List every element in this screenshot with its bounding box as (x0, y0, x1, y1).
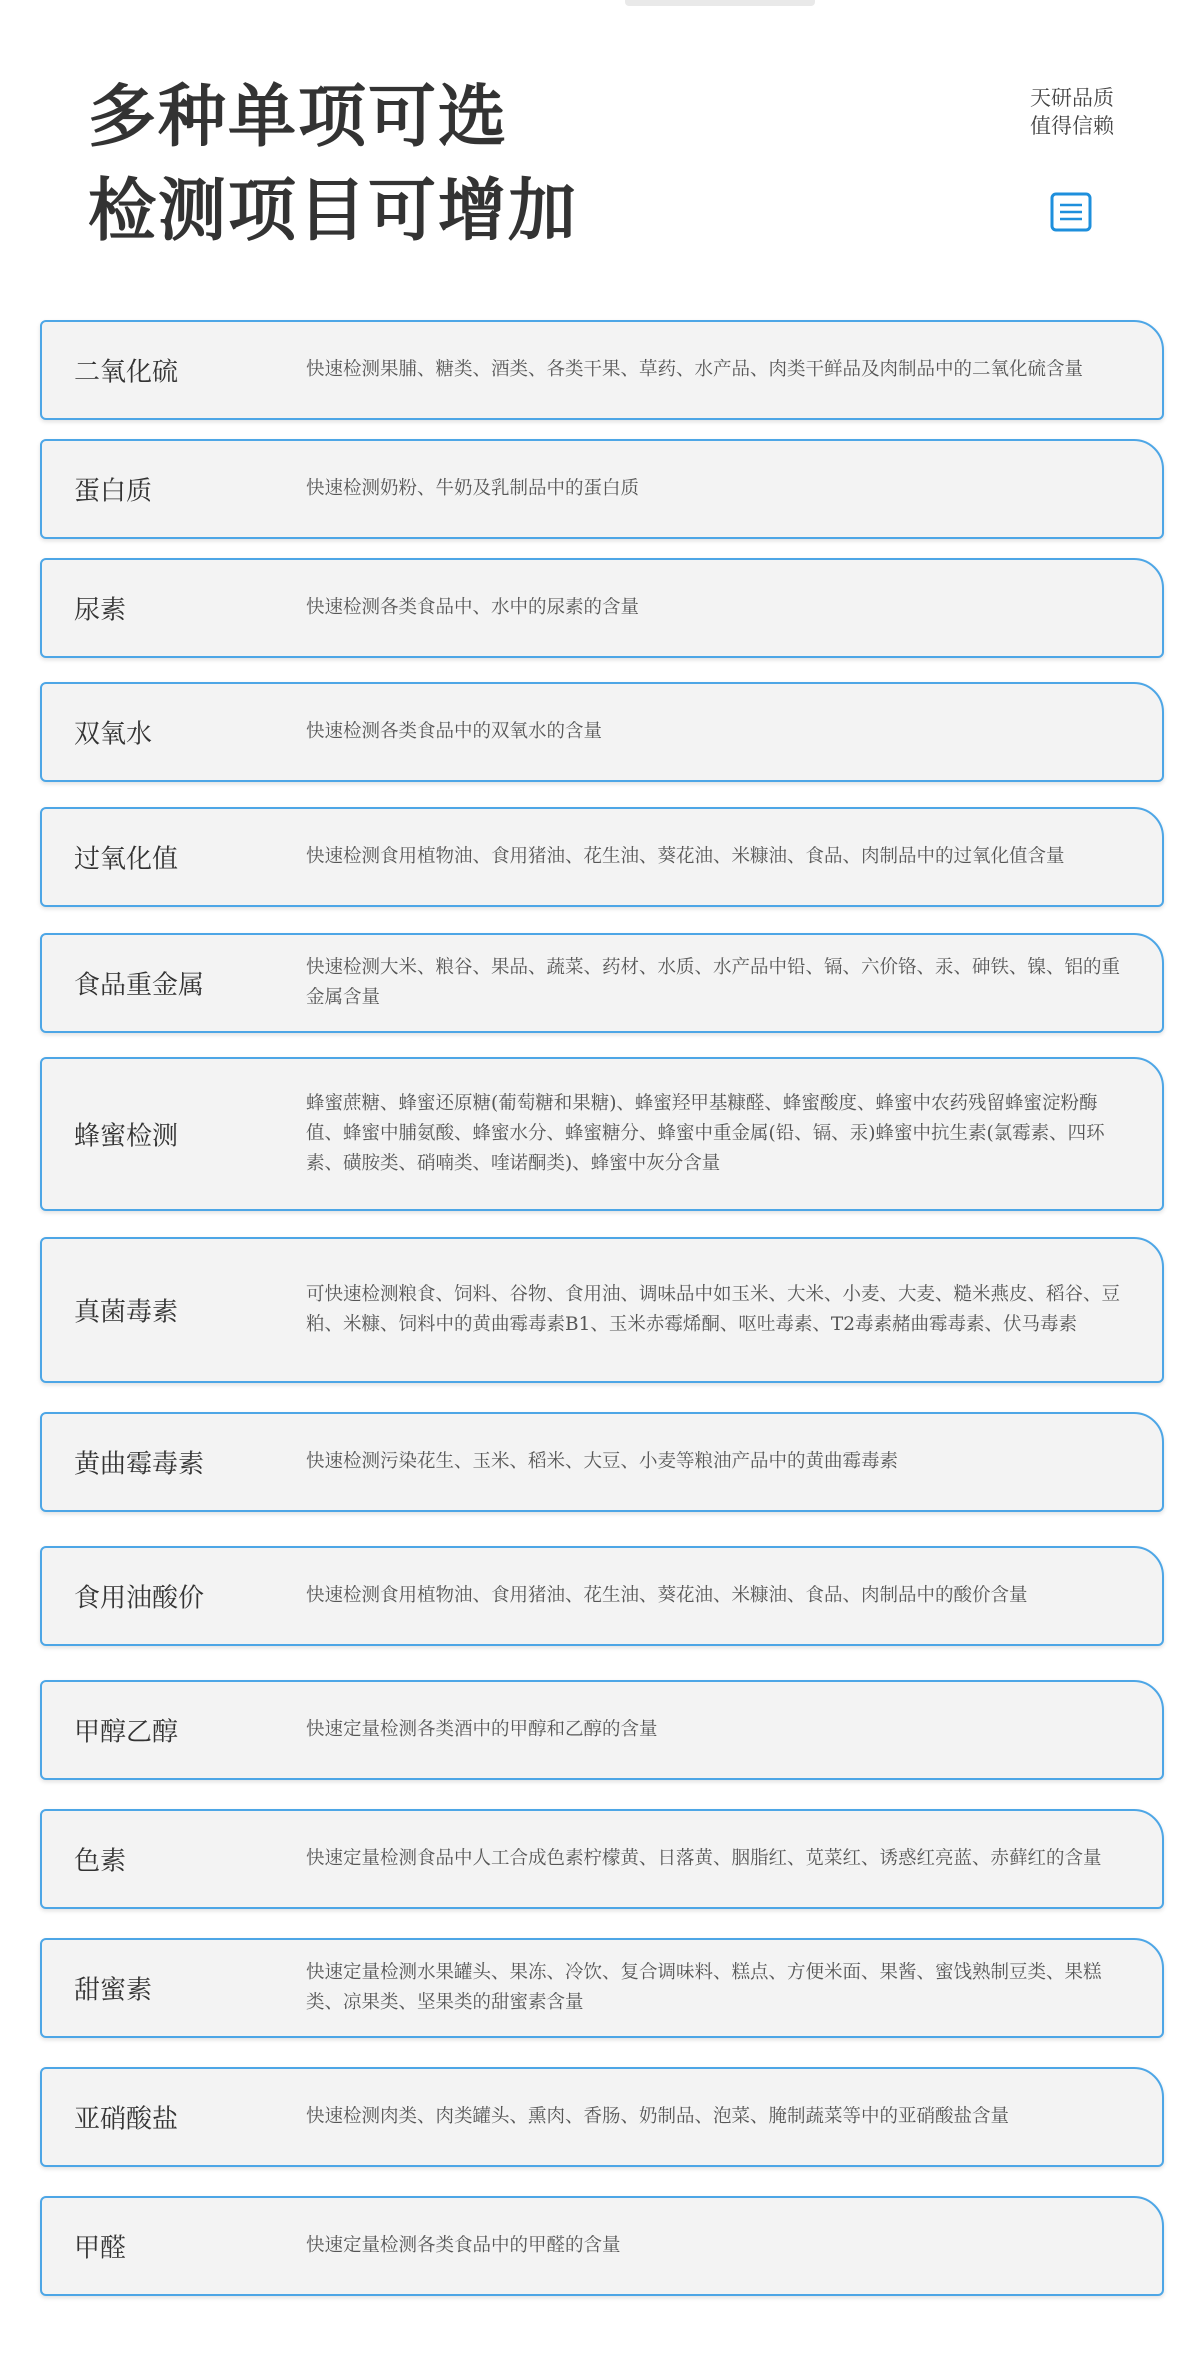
item-name: 甲醛 (74, 2233, 127, 2264)
item-name: 蜂蜜检测 (74, 1121, 179, 1152)
list-item[interactable] (40, 807, 1164, 907)
tagline-line-2: 值得信赖 (1030, 114, 1114, 138)
item-name: 食用油酸价 (74, 1583, 205, 1614)
top-decoration-bar (625, 0, 815, 6)
list-item[interactable] (40, 1237, 1164, 1383)
list-item[interactable] (40, 320, 1164, 420)
list-item[interactable] (40, 933, 1164, 1033)
title-line-2: 检测项目可增加 (88, 171, 579, 251)
list-item[interactable] (40, 2196, 1164, 2296)
item-description: 快速检测食用植物油、食用猪油、花生油、葵花油、米糠油、食品、肉制品中的过氧化值含量 (306, 846, 1065, 867)
list-item[interactable] (40, 439, 1164, 539)
item-description: 快速定量检测各类食品中的甲醛的含量 (306, 2235, 621, 2256)
item-description: 快速检测各类食品中、水中的尿素的含量 (306, 597, 640, 618)
item-name: 双氧水 (74, 719, 153, 750)
list-item[interactable] (40, 682, 1164, 782)
item-name: 黄曲霉毒素 (74, 1449, 205, 1480)
item-description: 快速检测各类食品中的双氧水的含量 (306, 721, 603, 742)
item-description: 快速检测奶粉、牛奶及乳制品中的蛋白质 (306, 478, 640, 499)
page-title (88, 70, 578, 258)
item-name: 二氧化硫 (74, 357, 179, 388)
list-item[interactable] (40, 1412, 1164, 1512)
item-name: 蛋白质 (74, 476, 153, 507)
list-item[interactable] (40, 1546, 1164, 1646)
list-item[interactable] (40, 1809, 1164, 1909)
item-name: 尿素 (74, 595, 127, 626)
item-description: 快速检测果脯、糖类、酒类、各类干果、草药、水产品、肉类干鲜品及肉制品中的二氧化硫含量 (306, 359, 1084, 380)
list-item[interactable] (40, 1057, 1164, 1211)
item-description: 蜂蜜蔗糖、蜂蜜还原糖(葡萄糖和果糖)、蜂蜜羟甲基糠醛、蜂蜜酸度、蜂蜜中农药残留蜂蜜淀粉酶值、蜂蜜中脯氨酸、蜂蜜水分、蜂蜜糖分、蜂蜜中重金属(铅、镉、汞)蜂蜜中抗生素(氯霉素、四环素、磺胺类、硝喃类、喹诺酮类)、蜂蜜中灰分含量 (306, 1093, 1105, 1174)
list-item[interactable] (40, 2067, 1164, 2167)
item-name: 食品重金属 (74, 970, 205, 1001)
item-name: 色素 (74, 1846, 127, 1877)
list-item[interactable] (40, 1938, 1164, 2038)
list-item[interactable] (40, 1680, 1164, 1780)
title-line-1: 多种单项可选 (88, 77, 509, 157)
menu-icon[interactable] (1050, 192, 1092, 232)
item-description: 可快速检测粮食、饲料、谷物、食用油、调味品中如玉米、大米、小麦、大麦、糙米燕皮、稻谷、豆粕、米糠、饲料中的黄曲霉毒素B1、玉米赤霉烯酮、呕吐毒素、T2毒素赭曲霉毒素、伏马毒素 (306, 1284, 1121, 1335)
item-description: 快速检测食用植物油、食用猪油、花生油、葵花油、米糠油、食品、肉制品中的酸价含量 (306, 1585, 1028, 1606)
item-description: 快速定量检测食品中人工合成色素柠檬黄、日落黄、胭脂红、苋菜红、诱惑红亮蓝、赤藓红的含量 (306, 1848, 1102, 1869)
item-name: 过氧化值 (74, 844, 179, 875)
item-description: 快速定量检测各类酒中的甲醇和乙醇的含量 (306, 1719, 658, 1740)
item-name: 甜蜜素 (74, 1975, 153, 2006)
item-description: 快速定量检测水果罐头、果冻、冷饮、复合调味料、糕点、方便米面、果酱、蜜饯熟制豆类、果糕类、凉果类、坚果类的甜蜜素含量 (306, 1962, 1102, 2013)
item-description: 快速检测肉类、肉类罐头、熏肉、香肠、奶制品、泡菜、腌制蔬菜等中的亚硝酸盐含量 (306, 2106, 1010, 2127)
item-name: 亚硝酸盐 (74, 2104, 179, 2135)
tagline (1030, 84, 1114, 140)
item-description: 快速检测大米、粮谷、果品、蔬菜、药材、水质、水产品中铅、镉、六价铬、汞、砷铁、镍、铝的重金属含量 (306, 957, 1121, 1008)
item-name: 甲醇乙醇 (74, 1717, 179, 1748)
item-description: 快速检测污染花生、玉米、稻米、大豆、小麦等粮油产品中的黄曲霉毒素 (306, 1451, 899, 1472)
test-item-list (40, 320, 1164, 2296)
item-name: 真菌毒素 (74, 1297, 179, 1328)
tagline-line-1: 天研品质 (1030, 86, 1114, 110)
list-item[interactable] (40, 558, 1164, 658)
